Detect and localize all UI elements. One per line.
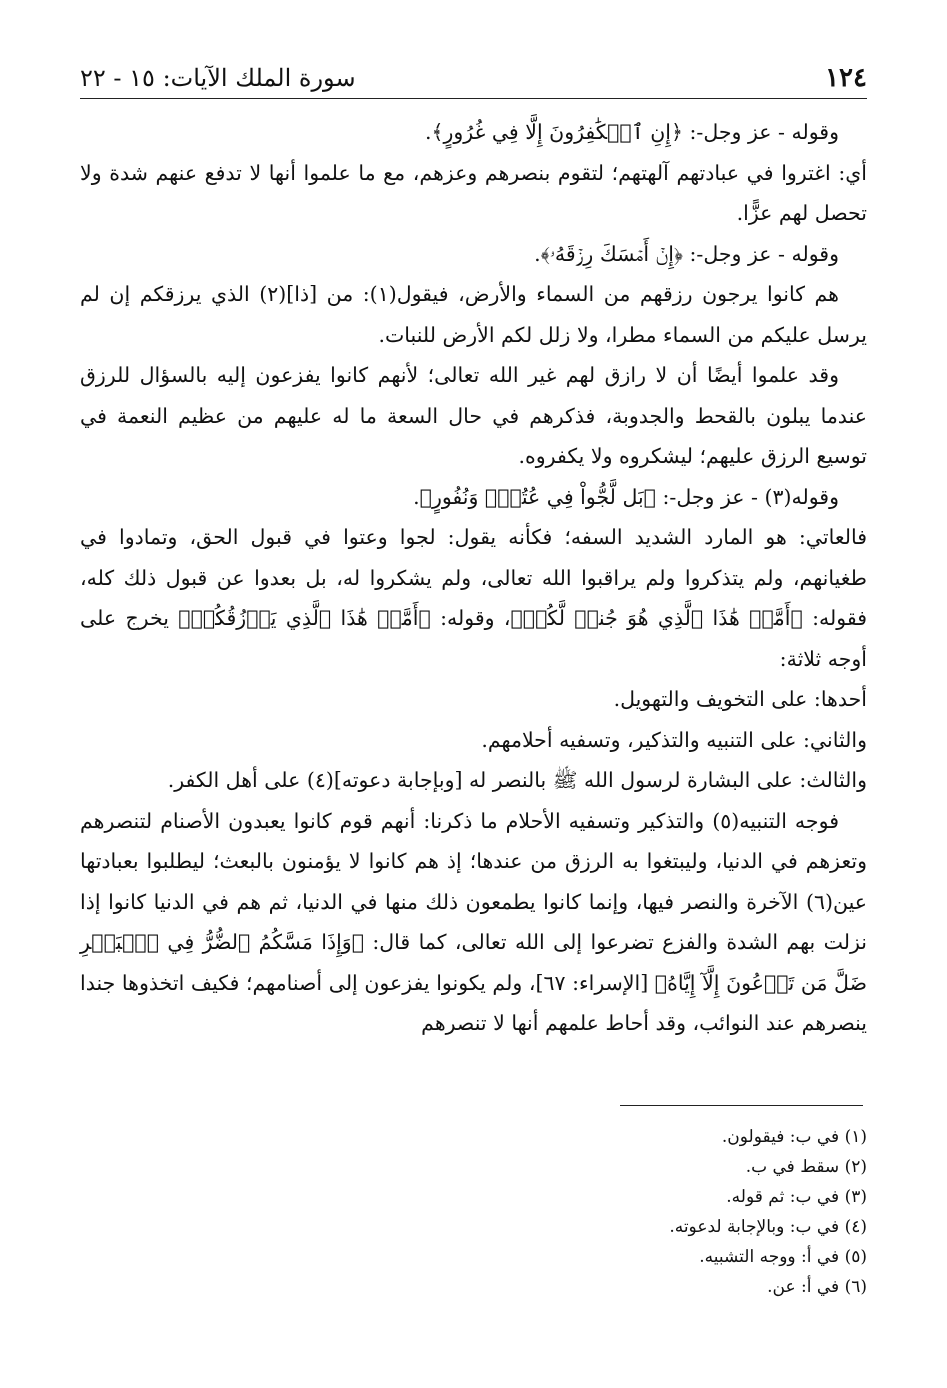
paragraph: هم كانوا يرجون رزقهم من السماء والأرض، فيقول(١): من [ذا](٢) الذي يرزقكم إن لم يرسل عليكم من السماء مطرا، ولا زلل لكم الأرض للنبات. xyxy=(80,282,867,347)
paragraph-verse: وقوله(٣) - عز وجل-: ﴿بَل لَّجُّواْ فِي عُتُوّٖ وَنُفُورٍ﴾. xyxy=(413,484,839,509)
page-number: ١٢٤ xyxy=(825,63,867,93)
footnote: (٦) في أ: عن. xyxy=(767,1277,867,1297)
paragraph-verse: وقوله - عز وجل-: ﴿إِنِ ٱلۡكَٰفِرُونَ إِلَّا فِي غُرُورٍ﴾. xyxy=(424,120,839,144)
paragraph: والثاني: على التنبيه والتذكير، وتسفيه أحلامهم. xyxy=(481,727,867,752)
running-title: سورة الملك الآيات: ١٥ - ٢٢ xyxy=(80,64,356,92)
paragraph: والثالث: على البشارة لرسول الله ﷺ بالنصر له [وبإجابة دعوته](٤) على أهل الكفر. xyxy=(167,768,867,792)
footnote: (٥) في أ: ووجه التشبيه. xyxy=(699,1247,867,1267)
paragraph: وقد علموا أيضًا أن لا رازق لهم غير الله تعالى؛ لأنهم كانوا يفزعون إليه بالسؤال للرزق عندما يبلون بالقحط والجدوبة، فذكرهم في حال السعة ما له عليهم من عظيم النعمة في توسيع الرزق عليهم؛ ليشكروه ولا يكفروه. xyxy=(80,363,867,468)
running-header xyxy=(80,58,867,99)
paragraph-verse: وقوله - عز وجل-: ﴿إِنۡ أَمۡسَكَ رِزۡقَهُۥ﴾. xyxy=(534,241,839,266)
footnotes xyxy=(487,1122,867,1302)
footnote-divider xyxy=(620,1105,863,1106)
main-text xyxy=(80,112,867,1044)
paragraph: أي: اغتروا في عبادتهم آلهتهم؛ لتقوم بنصرهم وعزهم، مع ما علموا أنها لا تدفع عنهم شدة ولا تحصل لهم عزًّا. xyxy=(80,160,867,225)
footnote: (٣) في ب: ثم قوله. xyxy=(726,1187,867,1207)
footnote: (١) في ب: فيقولون. xyxy=(721,1127,867,1147)
paragraph: فوجه التنبيه(٥) والتذكير وتسفيه الأحلام ما ذكرنا: أنهم قوم كانوا يعبدون الأصنام لتنصرهم وتعزهم في الدنيا، وليبتغوا به الرزق من عندها؛ إذ هم كانوا لا يؤمنون بالبعث؛ ليطلبوا بعبادتها عين(٦) الآخرة والنصر فيها، وإنما كانوا يطمعون ذلك منها في الدنيا، ثم هم في الدنيا كانوا إذا نزلت بهم الشدة والفزع تضرعوا إلى الله تعالى، كما قال: ﴿وَإِذَا مَسَّكُمُ ٱلضُّرُّ فِي ٱلۡبَحۡرِ ضَلَّ مَن تَدۡعُونَ إِلَّآ إِيَّاهُ﴾ [الإسراء: ٦٧]، ولم يكونوا يفزعون إلى أصنامهم؛ فكيف اتخذوها جندا ينصرهم عند النوائب، وقد أحاط علمهم أنها لا تنصرهم xyxy=(80,808,867,1035)
paragraph: فالعاتي: هو المارد الشديد السفه؛ فكأنه يقول: لجوا وعتوا في قبول الحق، وتمادوا في طغيانهم، ولم يتذكروا ولم يراقبوا الله تعالى، ولم يشكروا له، بل بعدوا عن قبول ذلك كله، فقوله: ﴿أَمَّنۡ هَٰذَا ٱلَّذِي هُوَ جُندٞ لَّكُمۡ﴾، وقوله: ﴿أَمَّنۡ هَٰذَا ٱلَّذِي يَرۡزُقُكُمۡ﴾ يخرج على أوجه ثلاثة: xyxy=(80,525,867,671)
footnote: (٢) سقط في ب. xyxy=(745,1157,867,1177)
paragraph: أحدها: على التخويف والتهويل. xyxy=(613,687,867,711)
footnote: (٤) في ب: وبالإجابة لدعوته. xyxy=(669,1217,867,1237)
